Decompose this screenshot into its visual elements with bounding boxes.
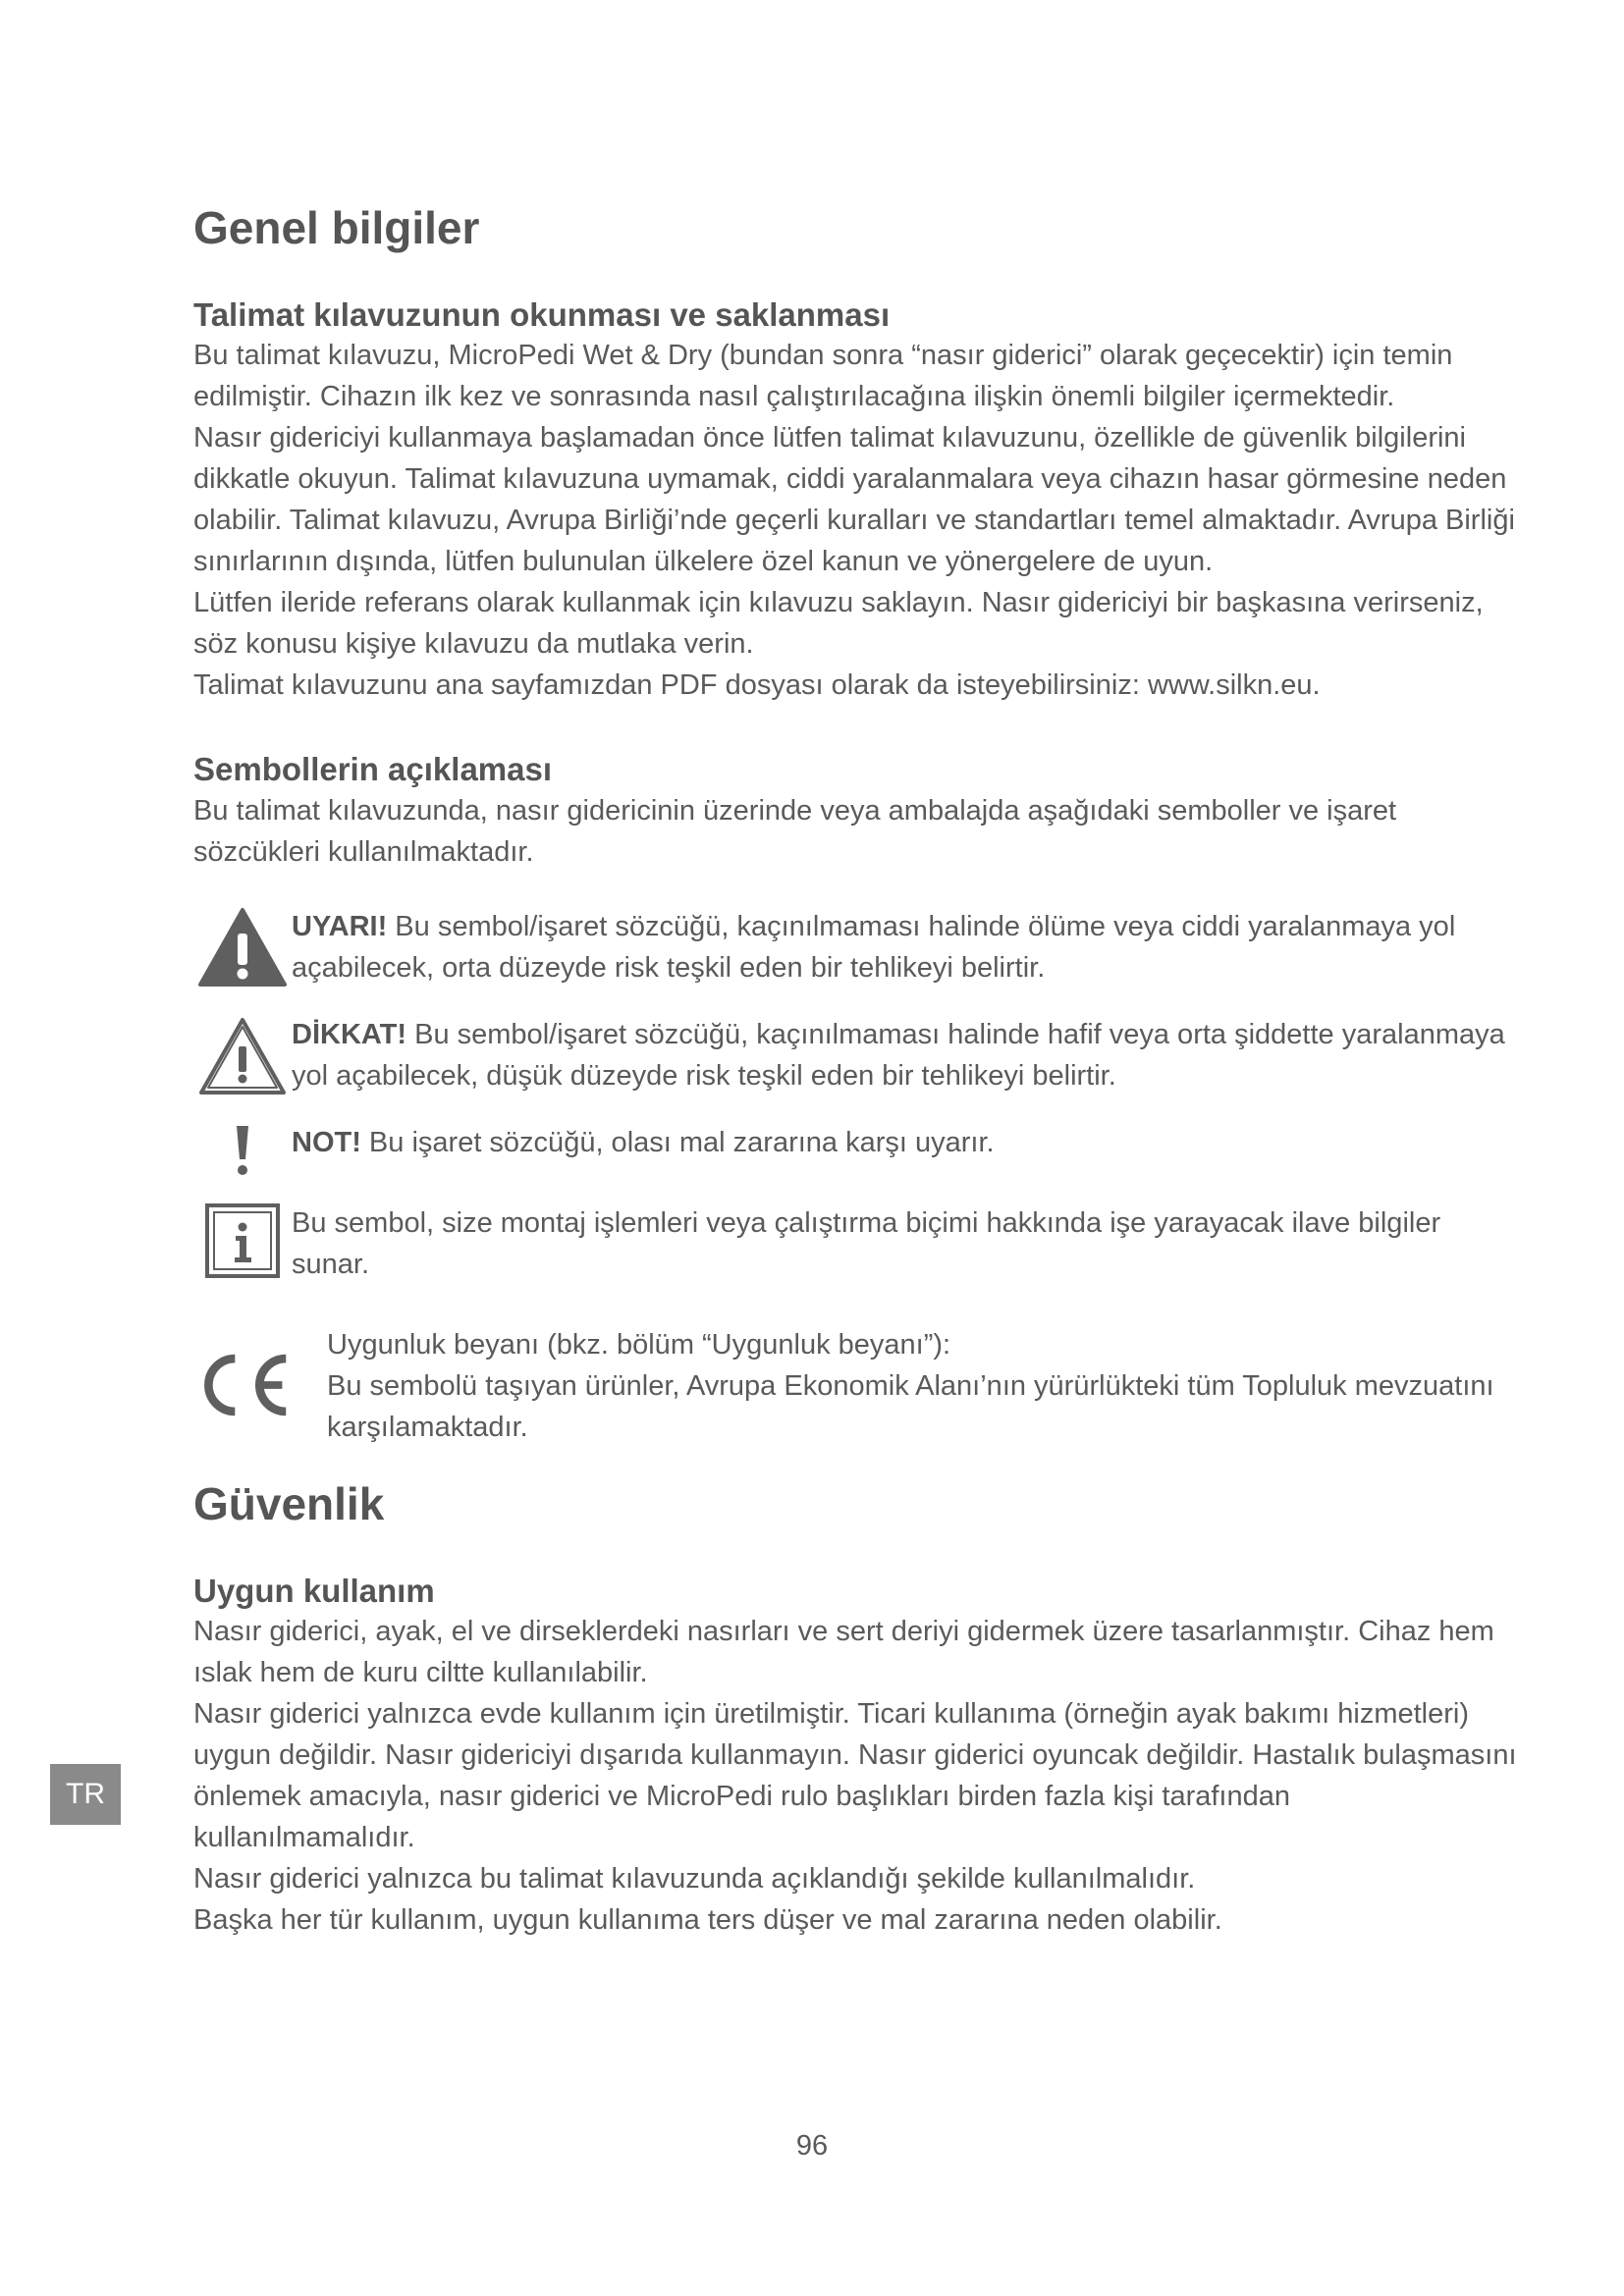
language-tab: TR xyxy=(50,1764,121,1825)
note-description xyxy=(292,1122,1519,1163)
symbol-row-ce xyxy=(193,1324,1519,1448)
reading-section xyxy=(193,294,1519,706)
symbols-section xyxy=(193,749,1519,1447)
info-box-icon xyxy=(193,1202,292,1279)
warning-description xyxy=(292,906,1519,988)
section-title-general: Genel bilgiler xyxy=(193,202,480,253)
caution-label: DİKKAT! xyxy=(292,1018,407,1050)
ce-mark-icon xyxy=(193,1324,292,1420)
exclamation-icon xyxy=(193,1122,292,1179)
reading-paragraph-2: Nasır gidericiyi kullanmaya başlamadan önce lütfen talimat kılavuzunu, özellikle de güvenlik bilgilerini dikkatle okuyun. Talimat kılavuzuna uymamak, ciddi yaralanmalara veya cihazın hasar görmesine neden olabilir. Talimat kılavuzu, Avrupa Birliği’nde geçerli kuralları ve standartları temel almaktadır. Avrupa Birliği sınırlarının dışında, lütfen bulunulan ülkelere özel kanun ve yönergelere de uyun. xyxy=(193,422,1515,578)
reading-paragraph-1: Bu talimat kılavuzu, MicroPedi Wet & Dry (bundan sonra “nasır giderici” olarak geçecektir) için temin edilmiştir. Cihazın ilk kez ve sonrasında nasıl çalıştırılacağına ilişkin önemli bilgiler içermektedir. xyxy=(193,340,1453,413)
heading-reading: Talimat kılavuzunun okunması ve saklanması xyxy=(193,296,891,334)
proper-use-section xyxy=(193,1571,1519,1941)
proper-use-paragraph-1: Nasır giderici, ayak, el ve dirseklerdeki nasırları ve sert deriyi gidermek üzere tasarlanmıştır. Cihaz hem ıslak hem de kuru ciltte kullanılabilir. xyxy=(193,1616,1494,1689)
symbols-intro: Bu talimat kılavuzunda, nasır gidericinin üzerinde veya ambalajda aşağıdaki semboller ve işaret sözcükleri kullanılmaktadır. xyxy=(193,794,1397,868)
symbol-row-caution xyxy=(193,1014,1519,1096)
caution-outline-triangle-icon xyxy=(193,1014,292,1096)
heading-proper-use: Uygun kullanım xyxy=(193,1572,435,1609)
ce-description xyxy=(327,1324,1519,1448)
page-number: 96 xyxy=(795,2130,829,2162)
warning-label: UYARI! xyxy=(292,910,388,942)
proper-use-paragraph-3: Nasır giderici yalnızca bu talimat kılavuzunda açıklandığı şekilde kullanılmalıdır. xyxy=(193,1863,1196,1896)
symbol-row-warning xyxy=(193,906,1519,988)
page-content xyxy=(193,201,1519,1941)
proper-use-paragraph-2: Nasır giderici yalnızca evde kullanım için üretilmiştir. Ticari kullanıma (örneğin ayak bakımı hizmetleri) uygun değildir. Nasır gidericiyi dışarıda kullanmayın. Nasır giderici oyuncak değildir. Hastalık bulaşmasını önlemek amacıyla, nasır giderici ve MicroPedi rulo başlıkları birden fazla kişi tarafından kullanılmamalıdır. xyxy=(193,1698,1517,1854)
reading-paragraph-4: Talimat kılavuzunu ana sayfamızdan PDF dosyası olarak da isteyebilirsiniz: www.silkn.eu. xyxy=(193,669,1321,702)
caution-description xyxy=(292,1014,1519,1096)
symbol-row-note xyxy=(193,1122,1519,1179)
caution-text: Bu sembol/işaret sözcüğü, kaçınılmaması halinde hafif veya orta şiddette yaralanmaya yol açabilecek, düşük düzeyde risk teşkil eden bir tehlikeyi belirtir. xyxy=(292,1018,1505,1092)
note-text: Bu işaret sözcüğü, olası mal zararına karşı uyarır. xyxy=(360,1126,995,1158)
ce-line-1: Uygunluk beyanı (bkz. bölüm “Uygunluk beyanı”): xyxy=(327,1328,951,1361)
heading-symbols: Sembollerin açıklaması xyxy=(193,751,553,788)
info-description: Bu sembol, size montaj işlemleri veya çalıştırma biçimi hakkında işe yarayacak ilave bilgiler sunar. xyxy=(292,1206,1441,1280)
proper-use-paragraph-4: Başka her tür kullanım, uygun kullanıma ters düşer ve mal zararına neden olabilir. xyxy=(193,1904,1222,1937)
warning-filled-triangle-icon xyxy=(193,906,292,988)
note-label: NOT! xyxy=(292,1126,361,1158)
ce-line-2: Bu sembolü taşıyan ürünler, Avrupa Ekonomik Alanı’nın yürürlükteki tüm Topluluk mevzuatını karşılamaktadır. xyxy=(327,1369,1494,1443)
symbol-row-info xyxy=(193,1202,1519,1285)
warning-text: Bu sembol/işaret sözcüğü, kaçınılmaması halinde ölüme veya ciddi yaralanmaya yol açabilecek, orta düzeyde risk teşkil eden bir tehlikeyi belirtir. xyxy=(292,910,1456,984)
section-title-safety: Güvenlik xyxy=(193,1477,385,1529)
reading-paragraph-3: Lütfen ileride referans olarak kullanmak için kılavuzu saklayın. Nasır gidericiyi bir başkasına verirseniz, söz konusu kişiye kılavuzu da mutlaka verin. xyxy=(193,587,1484,661)
